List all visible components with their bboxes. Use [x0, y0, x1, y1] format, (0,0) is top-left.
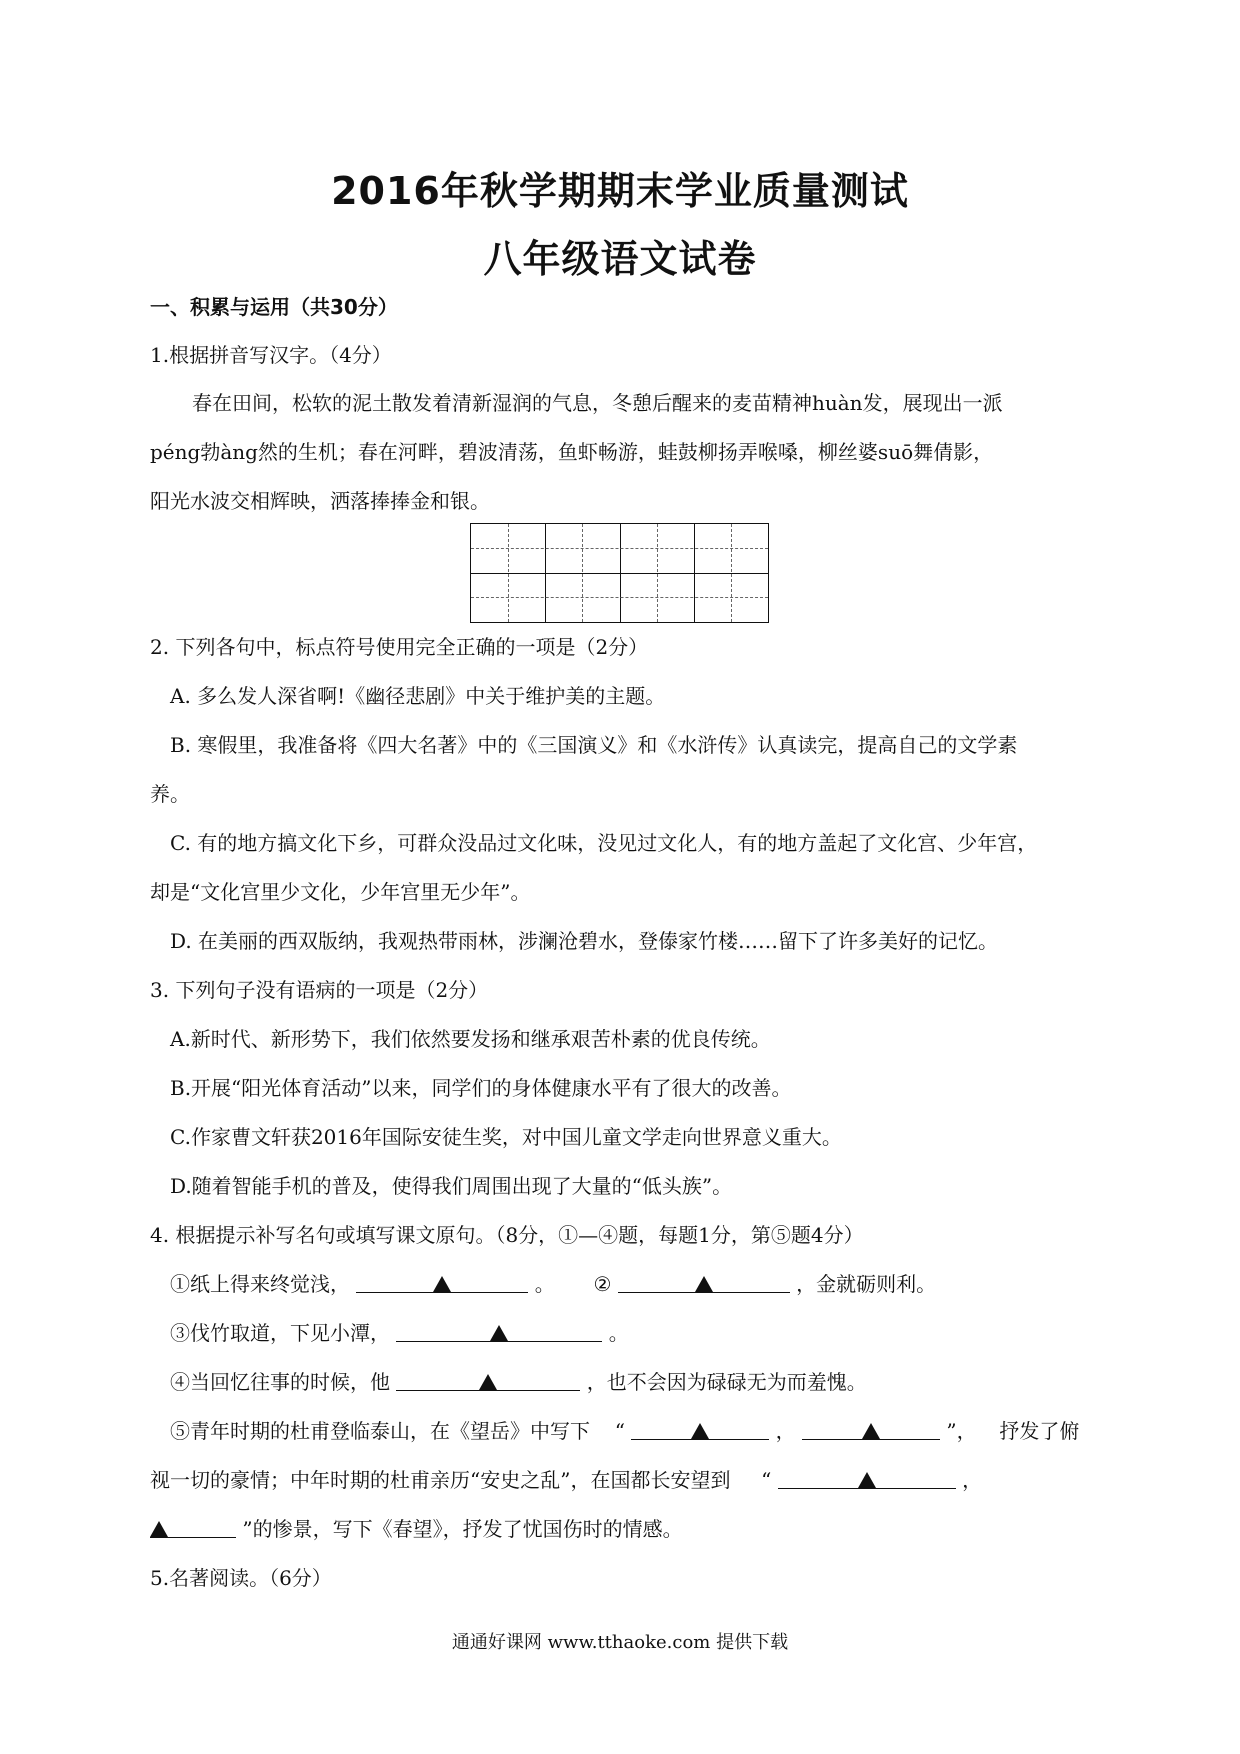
q1-passage-line-3: 阳光水波交相辉映，洒落捧捧金和银。 — [150, 489, 490, 513]
triangle-icon — [862, 1423, 880, 1439]
triangle-icon — [433, 1276, 451, 1292]
q4-line-3: ④当回忆往事的时候，他 ，也不会因为碌碌无为而羞愧。 — [170, 1370, 867, 1394]
q4-stem: 4. 根据提示补写名句或填写课文原句。（8分，①—④题，每题1分，第⑤题4分） — [150, 1223, 864, 1247]
triangle-icon — [150, 1521, 168, 1537]
q4-line-6: ”的惨景，写下《春望》，抒发了忧国伤时的情感。 — [150, 1515, 683, 1543]
triangle-icon — [695, 1276, 713, 1292]
exam-title: 2016年秋学期期末学业质量测试 — [331, 169, 909, 213]
fill-blank-2[interactable] — [618, 1270, 790, 1293]
q3-option-a: A.新时代、新形势下，我们依然要发扬和继承艰苦朴素的优良传统。 — [170, 1027, 771, 1051]
answer-grid[interactable] — [470, 523, 769, 623]
q3-option-b: B.开展“阳光体育活动”以来，同学们的身体健康水平有了很大的改善。 — [170, 1076, 792, 1100]
triangle-icon — [858, 1472, 876, 1488]
q4-line-4: ⑤青年时期的杜甫登临泰山，在《望岳》中写下 “ ， ”， 抒发了俯 — [170, 1419, 1080, 1443]
q2-option-b-cont: 养。 — [150, 782, 190, 806]
footer-source: 通通好课网 www.tthaoke.com 提供下载 — [451, 1632, 789, 1653]
q4-line-1: ①纸上得来终觉浅， 。 ② ，金就砺则利。 — [170, 1272, 937, 1296]
q4-line-2: ③伐竹取道，下见小潭， 。 — [170, 1321, 629, 1345]
q2-stem: 2. 下列各句中，标点符号使用完全正确的一项是（2分） — [150, 635, 649, 659]
exam-subtitle: 八年级语文试卷 — [483, 237, 757, 281]
q4-line-5: 视一切的豪情；中年时期的杜甫亲历“安史之乱”，在国都长安望到 “ ， — [150, 1468, 983, 1492]
q2-option-a: A. 多么发人深省啊!《幽径悲剧》中关于维护美的主题。 — [170, 684, 666, 708]
fill-blank-5[interactable] — [631, 1417, 769, 1440]
triangle-icon — [479, 1374, 497, 1390]
q1-stem: 1.根据拼音写汉字。（4分） — [150, 343, 392, 367]
triangle-icon — [490, 1325, 508, 1341]
triangle-icon — [691, 1423, 709, 1439]
q3-option-d: D.随着智能手机的普及，使得我们周围出现了大量的“低头族”。 — [170, 1174, 733, 1198]
q2-option-c-cont: 却是“文化宫里少文化，少年宫里无少年”。 — [150, 880, 531, 904]
fill-blank-3[interactable] — [396, 1319, 602, 1342]
fill-blank-7[interactable] — [778, 1466, 956, 1489]
q2-option-b: B. 寒假里，我准备将《四大名著》中的《三国演义》和《水浒传》认真读完，提高自己的文学素 — [170, 733, 1018, 757]
section-heading: 一、积累与运用（共30分） — [150, 295, 398, 319]
q2-option-c: C. 有的地方搞文化下乡，可群众没品过文化味，没见过文化人，有的地方盖起了文化宫、少年宫， — [170, 831, 1038, 855]
fill-blank-4[interactable] — [396, 1368, 580, 1391]
fill-blank-6[interactable] — [802, 1417, 940, 1440]
q5-stem: 5.名著阅读。（6分） — [150, 1566, 332, 1590]
q1-passage-line-2: péng勃àng然的生机；春在河畔，碧波清荡，鱼虾畅游，蛙鼓柳扬弄喉嗓，柳丝婆suō舞倩影， — [150, 440, 994, 464]
q3-option-c: C.作家曹文轩获2016年国际安徒生奖，对中国儿童文学走向世界意义重大。 — [170, 1125, 842, 1149]
q3-stem: 3. 下列句子没有语病的一项是（2分） — [150, 978, 489, 1002]
fill-blank-8[interactable] — [150, 1515, 236, 1538]
fill-blank-1[interactable] — [356, 1270, 528, 1293]
q2-option-d: D. 在美丽的西双版纳，我观热带雨林，涉澜沧碧水，登傣家竹楼……留下了许多美好的记忆。 — [170, 929, 999, 953]
q1-passage-line-1: 春在田间，松软的泥土散发着清新湿润的气息，冬憩后醒来的麦苗精神huàn发，展现出一派 — [192, 391, 1003, 415]
